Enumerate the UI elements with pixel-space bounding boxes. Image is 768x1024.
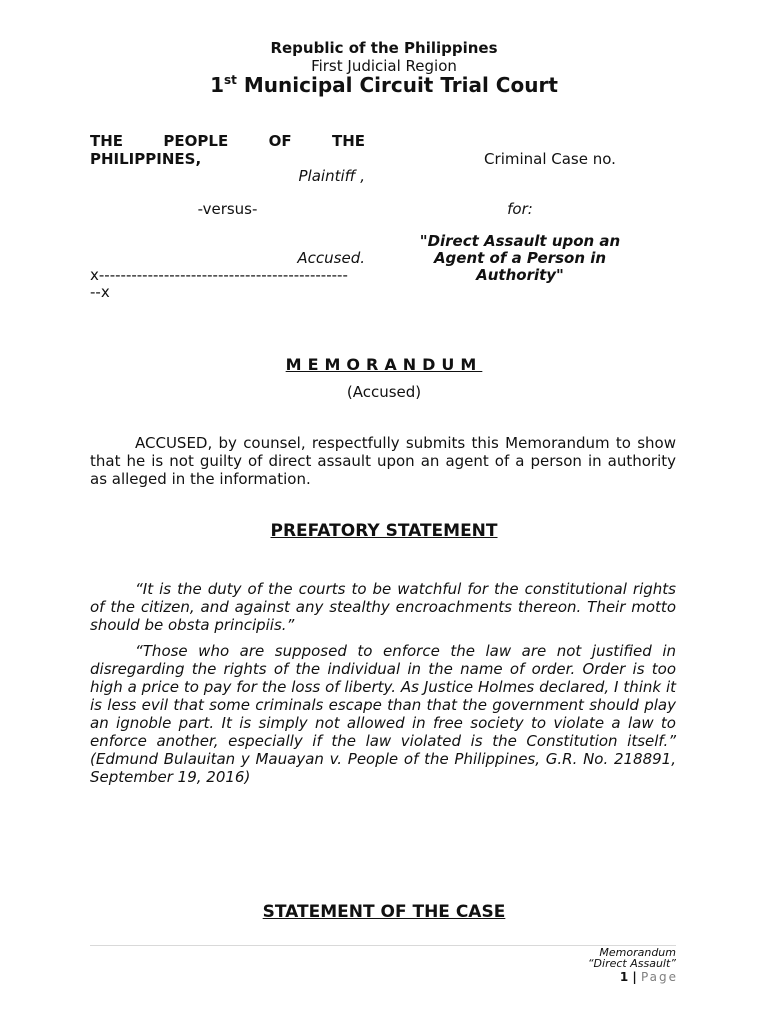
plaintiff-name-line2: PHILIPPINES, bbox=[90, 150, 202, 168]
caption-separator-line2: --x bbox=[90, 283, 110, 301]
versus-label: -versus- bbox=[197, 200, 258, 218]
intro-paragraph: ACCUSED, by counsel, respectfully submits this Memorandum to show that he is not guilty of direct assault upon an agent of a person in authority as alleged in the information. bbox=[90, 434, 676, 488]
plaintiff-name-line1: THE PEOPLE OF THE bbox=[90, 132, 365, 150]
footer-document-subtitle: “Direct Assault” bbox=[587, 957, 676, 970]
region-heading: First Judicial Region bbox=[311, 57, 457, 75]
for-label: for: bbox=[507, 200, 533, 218]
quote-paragraph-1: “It is the duty of the courts to be watchful for the constitutional rights of the citizen, and against any stealthy encroachments thereon. Their motto should be obsta principiis.” bbox=[90, 580, 676, 634]
memorandum-title: MEMORANDUM bbox=[285, 355, 483, 374]
case-number-label: Criminal Case no. bbox=[484, 150, 616, 168]
caption-separator-line1: x---------------------------------------------- bbox=[90, 266, 348, 284]
republic-heading: Republic of the Philippines bbox=[270, 39, 498, 57]
court-name: Municipal Circuit Trial Court bbox=[236, 73, 558, 97]
section-heading-statement-of-case: STATEMENT OF THE CASE bbox=[262, 902, 506, 922]
accused-role: Accused. bbox=[297, 249, 365, 267]
court-heading bbox=[0, 73, 768, 97]
footer-document-title: Memorandum bbox=[599, 946, 676, 959]
court-ordinal: 1 bbox=[210, 73, 225, 97]
page-separator: | bbox=[628, 970, 641, 984]
memorandum-subtitle: (Accused) bbox=[346, 383, 422, 401]
footer-page-indicator bbox=[440, 970, 678, 984]
section-heading-prefatory: PREFATORY STATEMENT bbox=[270, 521, 498, 541]
page-number: 1 bbox=[619, 970, 629, 984]
page-label: Page bbox=[640, 970, 678, 984]
court-ordinal-suffix: st bbox=[224, 73, 237, 87]
quote-paragraph-2: “Those who are supposed to enforce the law are not justified in disregarding the rights of the individual in the name of order. Order is too high a price to pay for the loss of liberty. As Justice Holmes declared, I think it is less evil that some criminals escape than that the government should play an ignoble part. It is simply not allowed in free society to violate a law to enforce another, especially if the law violated is the Constitution itself.” (Edmund Bulauitan y Mauayan v. People of the Philippines, G.R. No. 218891, September 19, 2016) bbox=[90, 642, 676, 786]
charge-title: "Direct Assault upon an Agent of a Person in Authority" bbox=[419, 232, 621, 284]
plaintiff-role: Plaintiff , bbox=[298, 167, 365, 185]
